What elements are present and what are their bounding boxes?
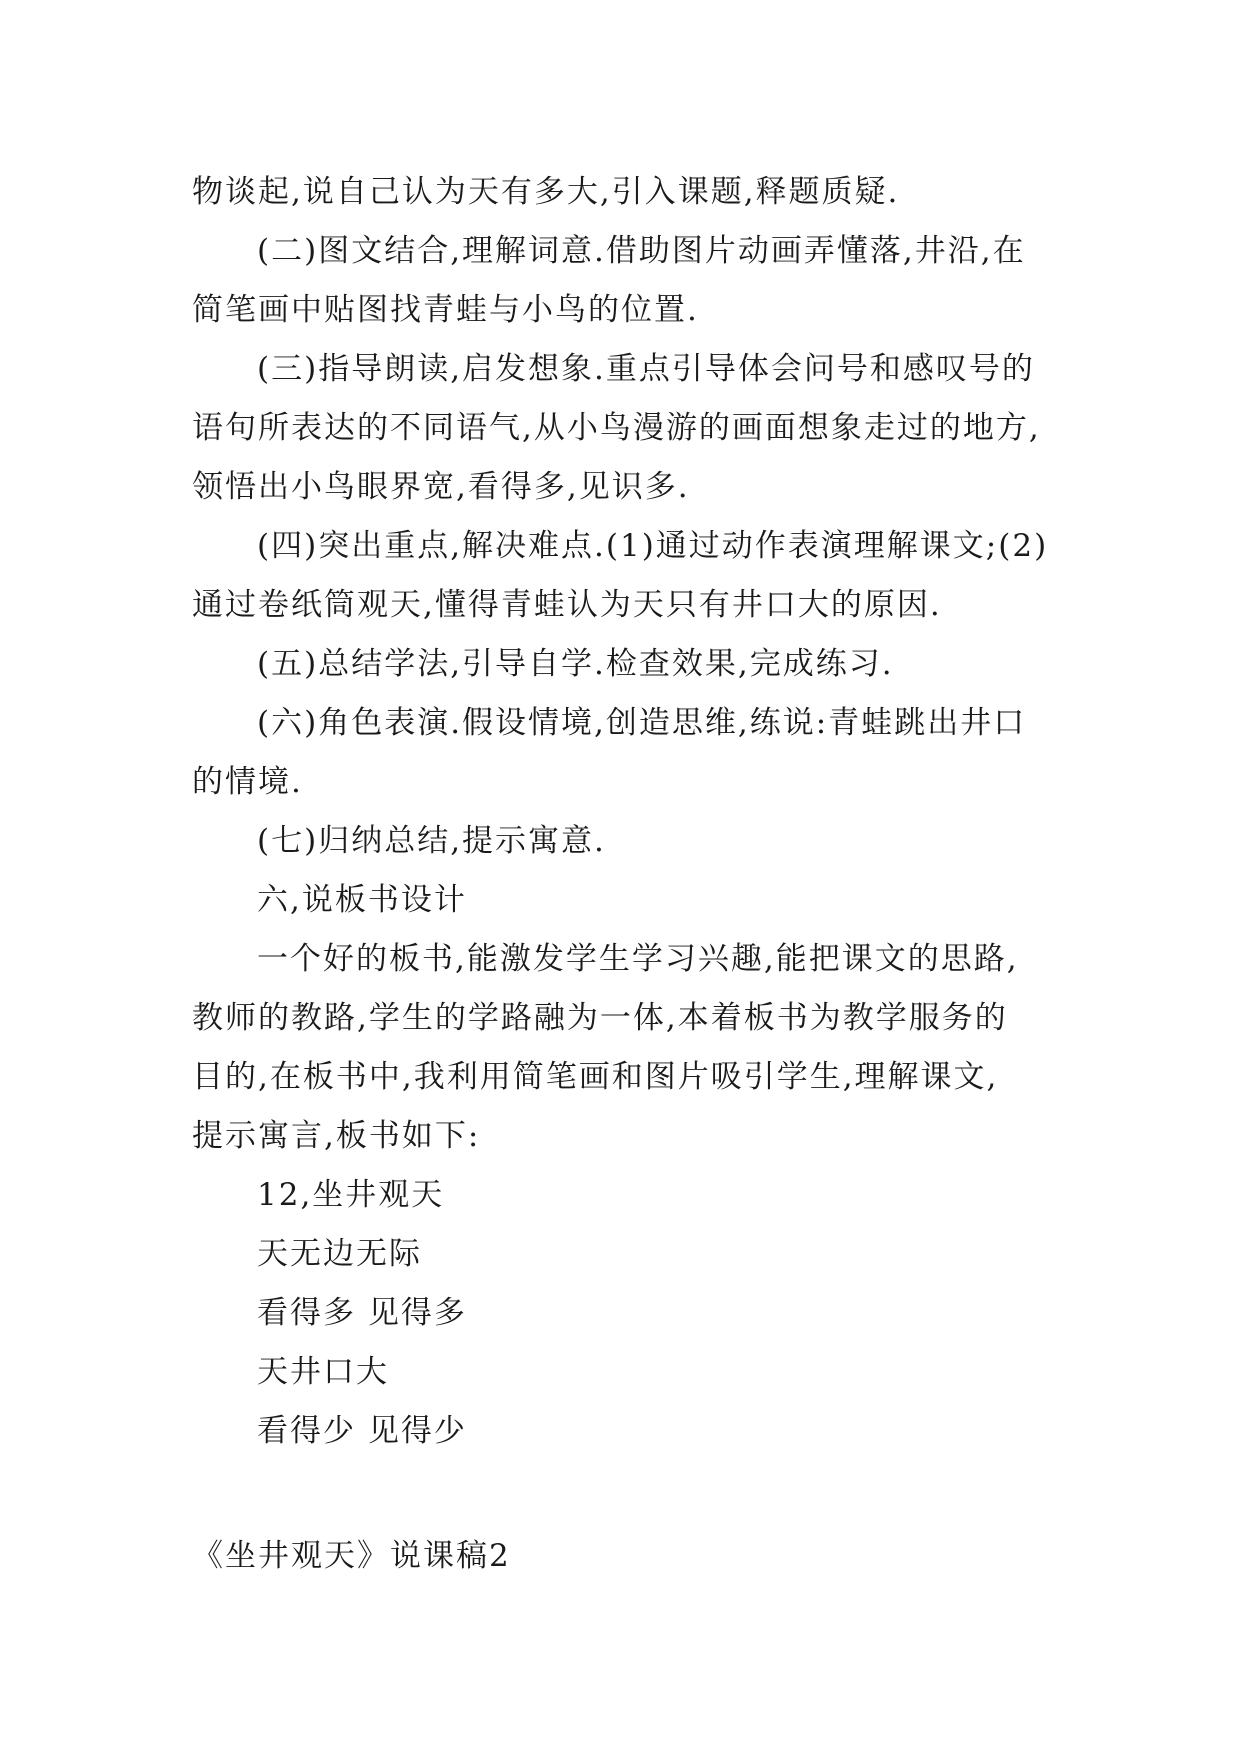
paragraph-line: 目的,在板书中,我利用简笔画和图片吸引学生,理解课文, — [192, 1059, 999, 1095]
paragraph-line: (二)图文结合,理解词意.借助图片动画弄懂落,井沿,在 — [257, 233, 1026, 269]
paragraph-line: 教师的教路,学生的学路融为一体,本着板书为教学服务的 — [192, 1000, 1008, 1036]
paragraph-line: (三)指导朗读,启发想象.重点引导体会问号和感叹号的 — [257, 351, 1035, 387]
paragraph-line: 提示寓言,板书如下: — [192, 1118, 481, 1154]
paragraph-line: 简笔画中贴图找青蛙与小鸟的位置. — [192, 292, 699, 328]
paragraph-line: 一个好的板书,能激发学生学习兴趣,能把课文的思路, — [257, 941, 1019, 977]
paragraph-line: 物谈起,说自己认为天有多大,引入课题,释题质疑. — [192, 174, 900, 210]
board-line: 天井口大 — [257, 1354, 389, 1390]
section-gap — [192, 1461, 1072, 1527]
paragraph-line: (六)角色表演.假设情境,创造思维,练说:青蛙跳出井口 — [257, 705, 1027, 741]
document-body — [192, 163, 1072, 1586]
paragraph-line: (四)突出重点,解决难点.(1)通过动作表演理解课文;(2) — [257, 528, 1049, 564]
paragraph-line: 领悟出小鸟眼界宽,看得多,见识多. — [192, 469, 690, 505]
next-document-title: 《坐井观天》说课稿2 — [192, 1538, 511, 1574]
board-line: 看得少 见得少 — [257, 1413, 467, 1449]
board-line: 看得多 见得多 — [257, 1295, 467, 1331]
paragraph-line: 语句所表达的不同语气,从小鸟漫游的画面想象走过的地方, — [192, 410, 1041, 446]
paragraph-line: (五)总结学法,引导自学.检查效果,完成练习. — [257, 646, 894, 682]
board-line: 天无边无际 — [257, 1236, 422, 1272]
paragraph-line: 的情境. — [192, 764, 303, 800]
paragraph-line: 通过卷纸筒观天,懂得青蛙认为天只有井口大的原因. — [192, 587, 942, 623]
section-heading: 六,说板书设计 — [257, 882, 467, 918]
board-title: 12,坐井观天 — [257, 1177, 445, 1213]
paragraph-line: (七)归纳总结,提示寓意. — [257, 823, 606, 859]
